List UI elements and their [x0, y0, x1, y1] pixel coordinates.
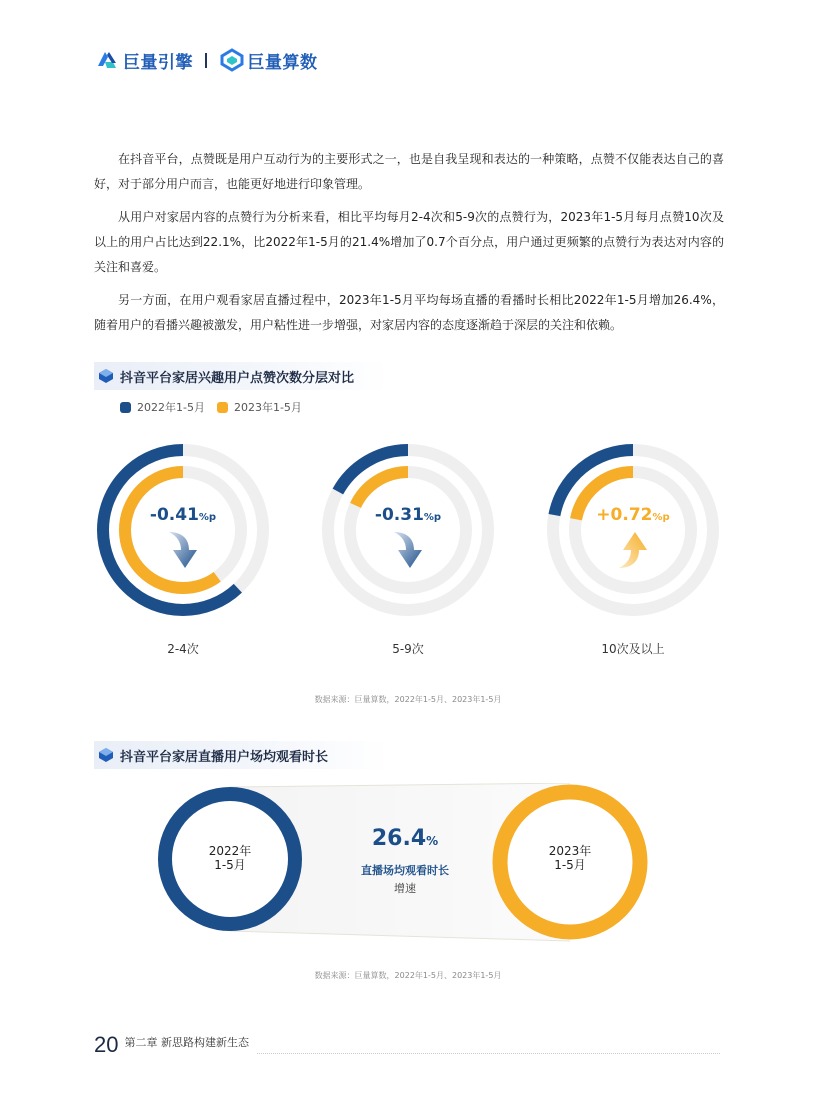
legend-swatch-2023	[217, 402, 228, 413]
delta-value-2-4: -0.41	[149, 505, 199, 525]
delta-unit-10-plus: %p	[652, 512, 670, 523]
section1-title: 抖音平台家居兴趣用户点赞次数分层对比	[120, 370, 355, 386]
category-label-2-4: 2-4次	[167, 642, 199, 656]
section2-title: 抖音平台家居直播用户场均观看时长	[120, 749, 329, 765]
logo-divider	[205, 53, 207, 68]
logo-engine-text: 巨量引擎	[123, 52, 193, 73]
growth-unit: %	[426, 834, 439, 848]
category-label-5-9: 5-9次	[392, 642, 424, 656]
header-logos	[94, 47, 318, 73]
data-source-1: 数据来源：巨量算数，2022年1-5月、2023年1-5月	[314, 695, 502, 704]
delta-5-9	[318, 505, 498, 525]
growth-sublabel: 增速	[394, 882, 416, 895]
section-mark-icon	[98, 368, 114, 384]
growth-number: 26.4	[371, 826, 427, 851]
page-footer	[94, 1030, 720, 1056]
legend-label-2023: 2023年1-5月	[233, 401, 302, 414]
ring-2023-line1: 2023年	[548, 844, 592, 858]
ring-2022-line1: 2022年	[208, 844, 252, 858]
legend-label-2022: 2022年1-5月	[137, 401, 205, 414]
paragraph-1: 在抖音平台，点赞既是用户互动行为的主要形式之一，也是自我呈现和表达的一种策略，点赞不仅能表达自己的喜好，对于部分用户而言，也能更好地进行印象管理。	[94, 152, 724, 191]
paragraph-2: 从用户对家居内容的点赞行为分析来看，相比平均每月2-4次和5-9次的点赞行为，2023年1-5月每月点赞10次及以上的用户占比达到22.1%，比2022年1-5月的21.4%增加了0.7个百分点，用户通过更频繁的点赞行为表达对内容的关注和喜爱。	[94, 210, 724, 274]
up-arrow-icon	[617, 530, 651, 570]
legend-item-2022	[120, 399, 205, 415]
data-source-2: 数据来源：巨量算数，2022年1-5月、2023年1-5月	[314, 971, 502, 980]
category-label-10-plus: 10次及以上	[601, 642, 665, 656]
page-number: 20	[94, 1032, 119, 1057]
delta-10-plus	[543, 505, 723, 525]
paragraph-3: 另一方面，在用户观看家居直播过程中，2023年1-5月平均每场直播的看播时长相比2022年1-5月增加26.4%，随着用户的看播兴趣被激发，用户粘性进一步增强，对家居内容的态度逐渐趋于深层的关注和依赖。	[94, 293, 724, 332]
juliang-engine-logo-icon	[94, 48, 120, 72]
section1-title-bar	[94, 362, 388, 390]
footer-dotted-rule	[257, 1052, 720, 1054]
ring-2022-label	[190, 844, 270, 872]
chart-legend	[120, 399, 314, 415]
delta-value-10-plus: +0.72	[596, 505, 653, 525]
delta-value-5-9: -0.31	[374, 505, 424, 525]
growth-value	[330, 826, 480, 851]
chapter-title: 第二章 新思路构建新生态	[124, 1036, 249, 1049]
body-text	[94, 147, 724, 346]
legend-item-2023	[217, 399, 302, 415]
section2-title-bar	[94, 741, 388, 769]
ring-2023-label	[530, 844, 610, 872]
growth-label: 直播场均观看时长	[361, 864, 449, 877]
logo-suanshu-text: 巨量算数	[247, 52, 318, 73]
section-mark-icon	[98, 747, 114, 763]
ring-2023-line2: 1-5月	[554, 858, 586, 872]
delta-unit-2-4: %p	[198, 512, 217, 523]
down-arrow-icon	[167, 530, 201, 570]
legend-swatch-2022	[120, 402, 131, 413]
delta-unit-5-9: %p	[423, 512, 442, 523]
juliang-suanshu-logo-icon	[219, 48, 245, 72]
down-arrow-icon	[392, 530, 426, 570]
delta-2-4	[93, 505, 273, 525]
ring-2022-line2: 1-5月	[214, 858, 246, 872]
